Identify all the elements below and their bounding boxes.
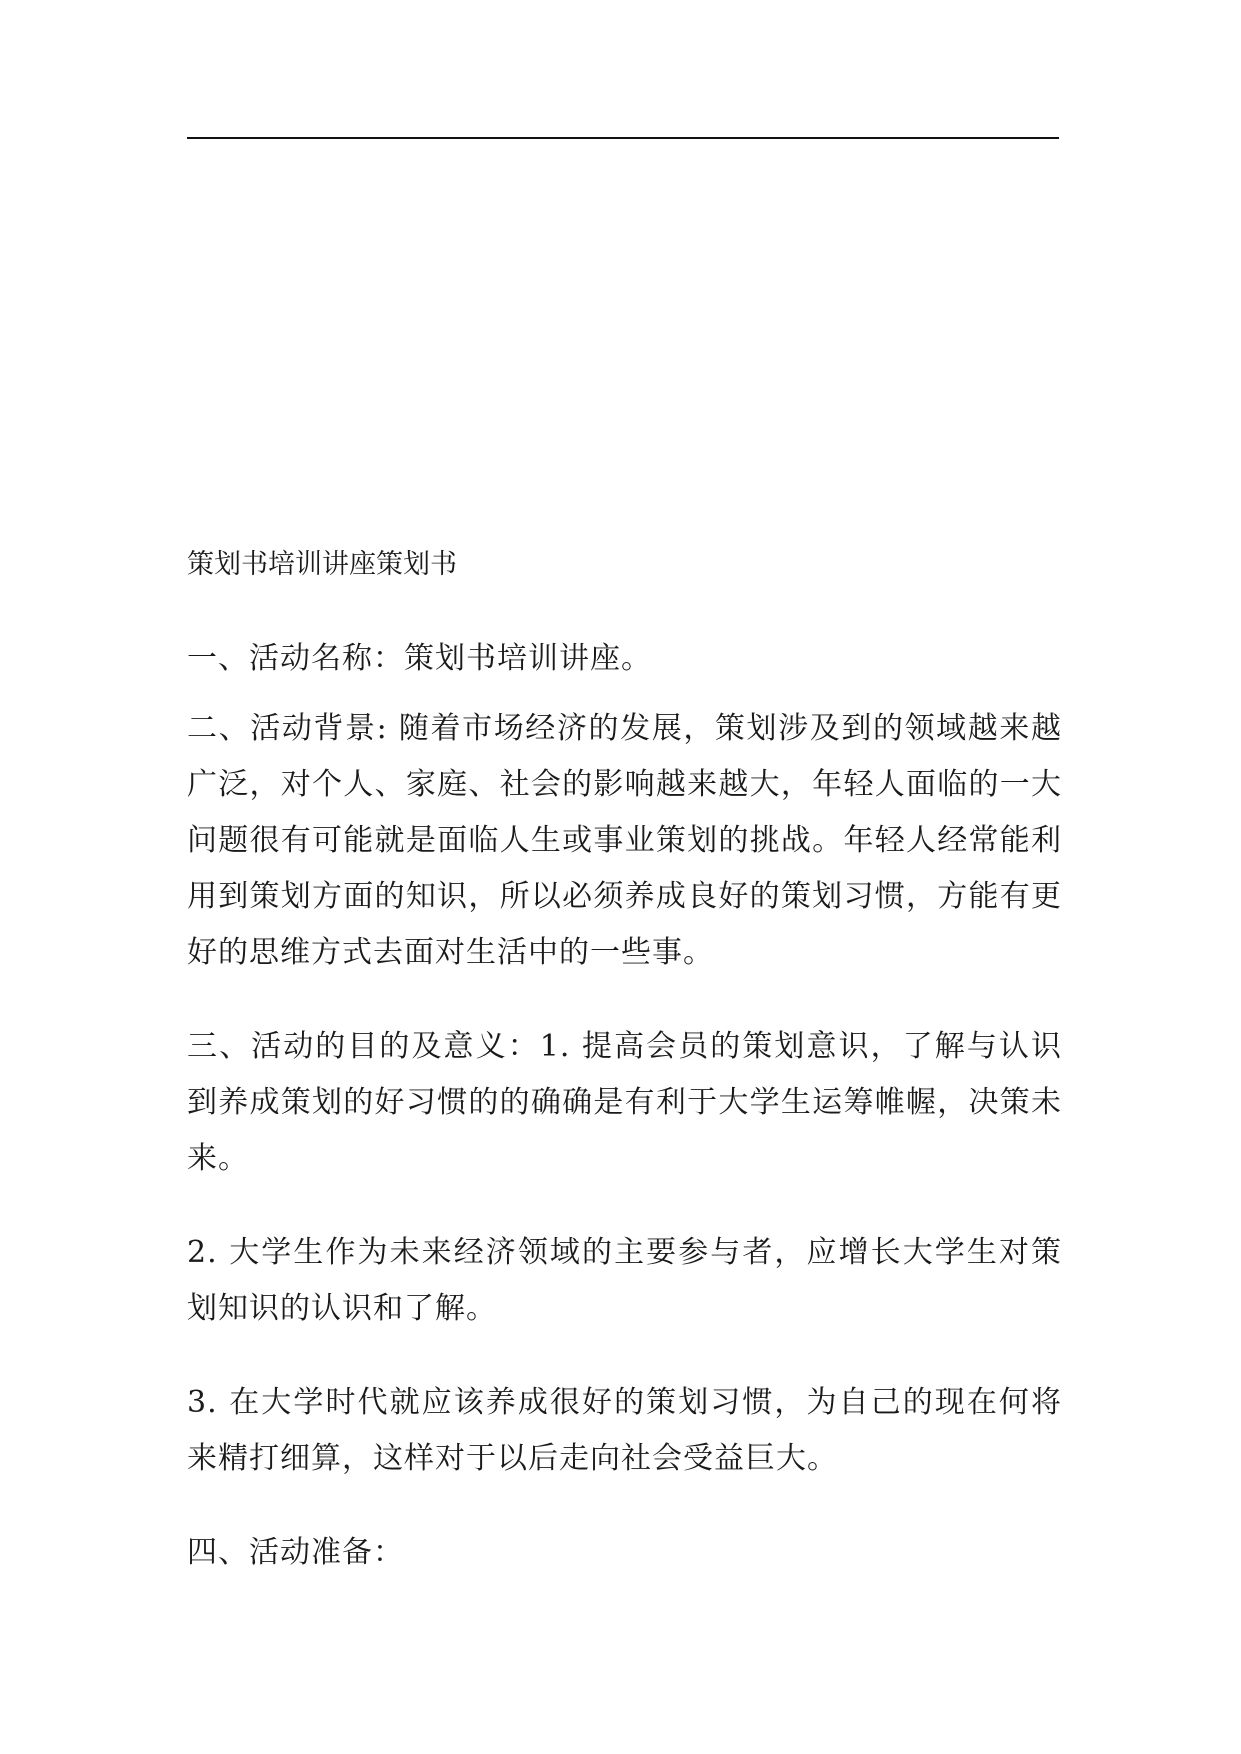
paragraph-activity-name: 一、活动名称：策划书培训讲座。	[187, 641, 652, 676]
paragraph-activity-purpose: 三、活动的目的及意义：1. 提高会员的策划意识，了解与认识到养成策划的好习惯的的确确是有利于大学生运筹帷幄，决策未来。	[187, 1029, 1062, 1176]
document-body	[187, 545, 1062, 1581]
paragraph-purpose-point-2: 2. 大学生作为未来经济领域的主要参与者，应增长大学生对策划知识的认识和了解。	[187, 1235, 1062, 1326]
paragraph-purpose-point-3: 3. 在大学时代就应该养成很好的策划习惯，为自己的现在何将来精打细算，这样对于以后走向社会受益巨大。	[187, 1385, 1062, 1476]
header-rule	[187, 137, 1059, 139]
document-title: 策划书培训讲座策划书	[187, 549, 457, 580]
paragraph-activity-background: 二、活动背景: 随着市场经济的发展，策划涉及到的领域越来越广泛，对个人、家庭、社会的影响越来越大，年轻人面临的一大问题很有可能就是面临人生或事业策划的挑战。年轻人经常能利用到策划方面的知识，所以必须养成良好的策划习惯，方能有更好的思维方式去面对生活中的一些事。	[187, 711, 1062, 970]
paragraph-activity-preparation: 四、活动准备：	[187, 1535, 404, 1570]
